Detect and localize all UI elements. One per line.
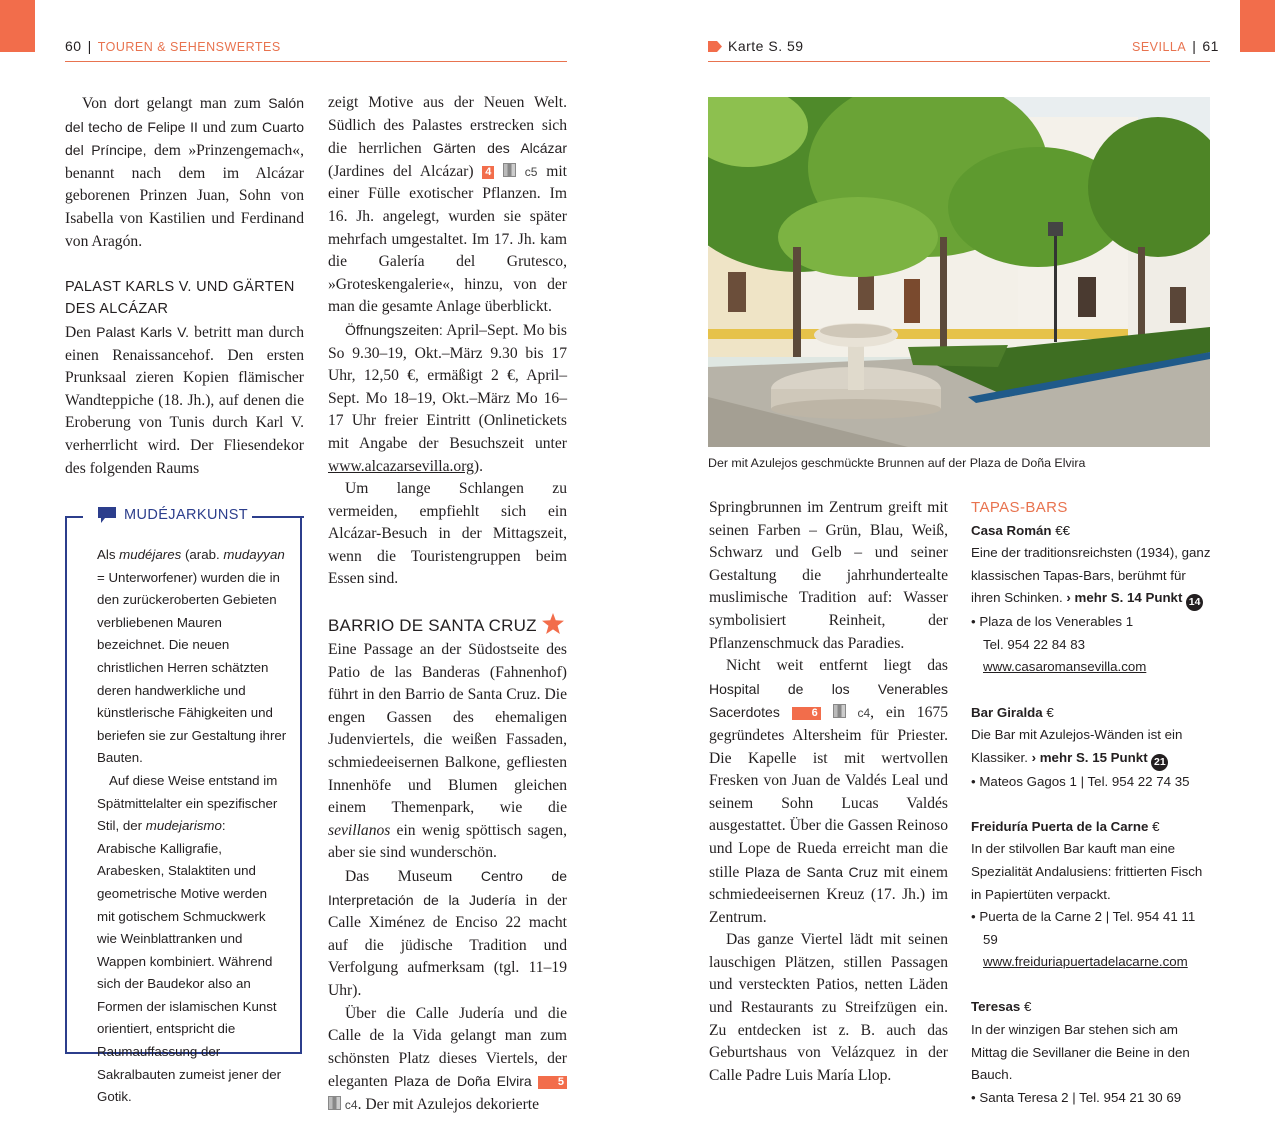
plaza-illustration [708,97,1210,447]
bar-phone: Tel. 954 22 84 83 [983,636,1086,652]
map-reference[interactable]: Karte S. 59 [708,38,804,56]
section-heading: PALAST KARLS V. UND GÄRTEN DES ALCÁZAR [65,278,295,318]
tapas-bars-sidebar [971,497,1211,1109]
map-icon [328,1096,341,1110]
bar-description: Eine der traditionsreichsten (1934), ganz klassischen Tapas-Bars, berühmt für ihren Schinken. › mehr S. 14 Punkt 14 [971,542,1211,611]
bar-address: • Plaza de los Venerables 1 [971,614,1134,630]
paragraph: Das Museum Centro de Interpretación de la Judería in der Calle Ximénez de Enciso 22 macht auf die jüdische Tradition und Verfolgung aufmerksam (tgl. 11–19 Uhr). [328,868,567,999]
page-number-left: 60 [65,38,82,54]
bar-name: Bar Giralda € [971,704,1054,720]
header-rule-right [708,61,1210,62]
bar-description: In der winzigen Bar stehen sich am Mittag die Sevillaner die Beine in den Bauch. [971,1022,1190,1083]
bar-name: Freiduría Puerta de la Carne € [971,818,1160,834]
paragraph: Öffnungszeiten: April–Sept. Mo bis So 9.30–19, Okt.–März 9.30 bis 17 Uhr, 12,50 €, ermäßigt 2 €, April–Sept. Mo 18–19, Okt.–März Mo 16–17 Uhr freier Eintritt (Onlinetickets mit Angabe der Besuchszeit unter www.alcazarsevilla.org). [328,321,567,475]
cross-reference-link[interactable]: › mehr S. 15 Punkt [1031,749,1148,765]
cross-reference-link[interactable]: › mehr S. 14 Punkt [1066,590,1183,606]
text-column-1 [65,92,304,480]
bar-name: Teresas € [971,999,1032,1015]
sight-marker[interactable]: 6 [792,707,821,720]
section-title-left: TOUREN & SEHENSWERTES [97,40,281,54]
right-header: SEVILLA | 61 [1132,38,1219,54]
paragraph: Um lange Schlangen zu vermeiden, empfiehlt sich ein Alcázar-Besuch in der Mittagszeit, wenn die Touristengruppen beim Essen sind. [328,480,567,588]
sight-marker[interactable]: 4 [482,166,494,179]
website-link[interactable]: www.alcazarsevilla.org [328,457,474,475]
section-title-right: SEVILLA [1132,40,1187,54]
paragraph: Eine Passage an der Südostseite des Patio de las Banderas (Fahnenhof) führt in den Barrio de Santa Cruz. Die engen Gassen des ehemaligen Judenviertels, die weißen Fassaden, schmiedeeisernen Balkone, gefliesten Innenhöfe und Blumen gleichen einem Themenpark, wie die sevillanos ein wenig spöttisch sagen, aber sie sind wunderschön. [328,641,567,862]
section-heading: BARRIO DE SANTA CRUZ [328,613,567,639]
bar-description: In der stilvollen Bar kauft man eine Spezialität Andalusiens: frittierten Fisch in Papiertüten verpackt. [971,841,1203,902]
point-badge: 14 [1186,594,1203,611]
info-box-title: MUDÉJARKUNST [97,506,248,524]
paragraph: Springbrunnen im Zentrum greift mit seinen Farben – Grün, Blau, Weiß, Schwarz und Gelb – und seiner Gestaltung die jahrhundertealte muslimische Tradition auf: Wasser symbolisiert Reinheit, der Pflanzenschmuck das Paradies. [709,499,948,652]
paragraph: Als mudéjares (arab. mudayyan = Unterworfener) wurden die in den zurückeroberten Gebieten verbliebenen Mauren bezeichnet. Die neuen christlichen Herren schätzten deren handwerkliche und künstlerische Fähigkeiten und beriefen sie zur Gestaltung ihrer Bauten. [97,547,287,766]
speech-bubble-icon [97,506,117,524]
star-icon [542,613,564,634]
header-rule-left [65,61,567,62]
bar-name: Casa Román €€ [971,522,1071,538]
text-column-3 [709,497,948,1087]
text-column-2 [328,92,567,1117]
bar-description: Die Bar mit Azulejos-Wänden ist ein Klassiker. › mehr S. 15 Punkt 21 [971,724,1211,770]
point-badge: 21 [1151,754,1168,771]
paragraph: Auf diese Weise entstand im Spätmittelalter ein spezifischer Stil, der mudejarismo: Arabische Kalligrafie, Arabesken, Stalaktiten und geometrische Motive werden mit gotischem Schmuckwerk wie Weinblattranken und Wappen kombiniert. Während sich der Baudekor also an Formen der islamischen Kunst orientiert, entspricht die Raumauffassung der Sakralbauten zumeist jener der Gotik. [97,772,282,1105]
plaza-photo [708,97,1210,447]
page-number-right: 61 [1202,38,1219,54]
info-box-body [97,544,287,1109]
sight-marker[interactable]: 5 [538,1076,567,1089]
paragraph: zeigt Motive aus der Neuen Welt. Südlich des Palastes erstrecken sich die herrlichen Gärten des Alcázar (Jardines del Alcázar) 4 c5 mit einer Fülle exotischer Pflanzen. Im 16. Jh. angelegt, wurden sie später mehrfach umgestaltet. Im 17. Jh. kam die Galería del Grutesco, »Groteskengalerie«, hinzu, von der man die gesamte Anlage überblickt. [328,94,567,316]
bar-address: • Mateos Gagos 1 | Tel. 954 22 74 35 [971,773,1190,789]
bar-address: • Puerta de la Carne 2 | Tel. 954 41 11 59 [971,909,1196,947]
bar-website: www.casaromansevilla.com [983,659,1147,675]
map-icon [833,704,846,718]
sidebar-title: TAPAS-BARS [971,499,1068,516]
paragraph: Von dort gelangt man zum Salón del techo de Felipe II und zum Cuarto del Príncipe, dem »Prinzengemach«, benannt nach dem im Alcázar geborenen Prinzen Juan, Sohn von Isabella von Kastilien und Ferdinand von Aragón. [65,95,304,250]
bar-website: www.freiduriapuertadelacarne.com [983,954,1188,970]
paragraph: Nicht weit entfernt liegt das Hospital de los Venerables Sacerdotes 6 c4, ein 1675 gegründetes Altersheim für Priester. Die Kapelle ist mit wertvollen Fresken von Juan de Valdés Leal und seinem Sohn Lucas Valdés ausgestattet. Über die Gassen Reinoso und Lope de Rueda erreicht man die stille Plaza de Santa Cruz mit einem schmiedeeisernen Kreuz (17. Jh.) im Zentrum. [709,657,949,926]
arrow-marker-icon [708,41,722,52]
page-corner-tab-right [1240,0,1275,52]
paragraph: Den Palast Karls V. betritt man durch einen Renaissancehof. Den ersten Prunksaal zieren Kopien flämischer Wandteppiche (18. Jh.), auf denen die Eroberung von Tunis durch Karl V. verherrlicht wird. Der Fliesendekor des folgenden Raums [65,323,304,477]
bar-address: • Santa Teresa 2 | Tel. 954 21 30 69 [971,1089,1182,1105]
map-grid-ref: c5 [524,164,538,179]
map-icon [503,163,516,177]
paragraph: Über die Calle Judería und die Calle de la Vida gelangt man zum schönsten Platz dieses Viertels, der eleganten Plaza de Doña Elvira 5 c4. Der mit Azulejos dekorierte [328,1004,567,1113]
left-header: 60 | TOUREN & SEHENSWERTES [65,38,281,54]
map-grid-ref: c4 [857,706,871,721]
map-grid-ref: c4 [344,1097,358,1112]
photo-caption: Der mit Azulejos geschmückte Brunnen auf der Plaza de Doña Elvira [708,456,1086,470]
page-corner-tab-left [0,0,35,52]
paragraph: Das ganze Viertel lädt mit seinen lauschigen Plätzen, stillen Passagen und versteckten Patios, netten Läden und Restaurants zu Streifzügen ein. Zu entdecken ist z. B. auch das Geburtshaus von Velázquez in der Calle Padre Luis María Llop. [709,931,948,1084]
